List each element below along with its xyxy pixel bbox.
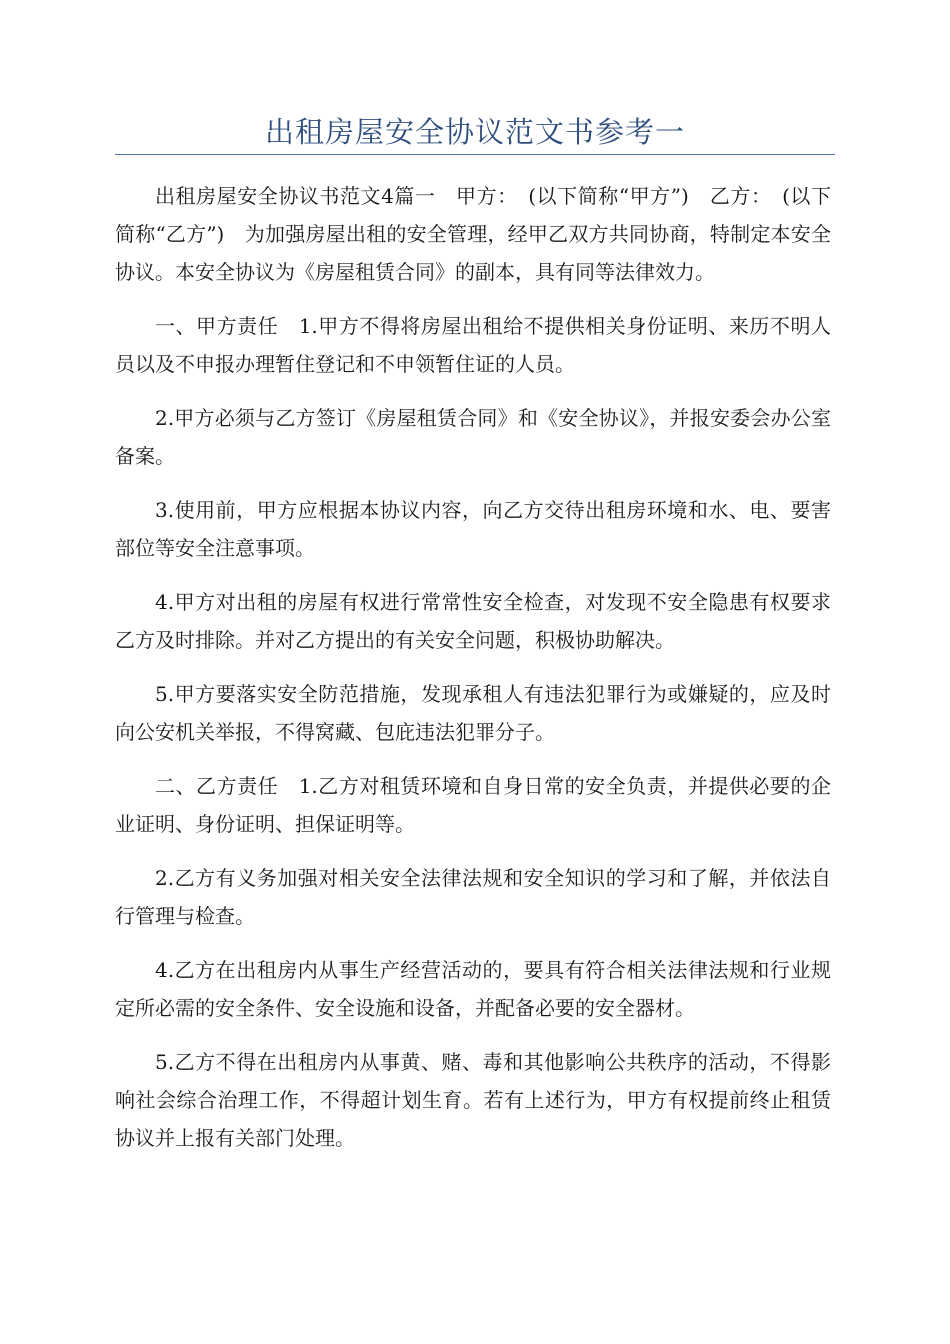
title-underline bbox=[115, 154, 835, 155]
paragraph-party-b-duty-5: 5.乙方不得在出租房内从事黄、赌、毒和其他影响公共秩序的活动，不得影响社会综合治理工作，不得超计划生育。若有上述行为，甲方有权提前终止租赁协议并上报有关部门处理。 bbox=[115, 1050, 831, 1150]
paragraph-intro: 出租房屋安全协议书范文4篇一 甲方： (以下简称“甲方”) 乙方： (以下简称“乙方”) 为加强房屋出租的安全管理，经甲乙双方共同协商，特制定本安全协议。本安全协议为《房屋租赁合同》的副本，具有同等法律效力。 bbox=[115, 184, 831, 284]
paragraph-party-a-duty-1: 一、甲方责任 1.甲方不得将房屋出租给不提供相关身份证明、来历不明人员以及不申报办理暂住登记和不申领暂住证的人员。 bbox=[115, 314, 831, 376]
paragraph-party-b-duty-2: 2.乙方有义务加强对相关安全法律法规和安全知识的学习和了解，并依法自行管理与检查。 bbox=[115, 866, 831, 928]
paragraph-party-a-duty-2: 2.甲方必须与乙方签订《房屋租赁合同》和《安全协议》，并报安委会办公室备案。 bbox=[115, 406, 831, 468]
paragraph-party-a-duty-4: 4.甲方对出租的房屋有权进行常常性安全检查，对发现不安全隐患有权要求乙方及时排除。并对乙方提出的有关安全问题，积极协助解决。 bbox=[115, 590, 831, 652]
paragraph-party-a-duty-5: 5.甲方要落实安全防范措施，发现承租人有违法犯罪行为或嫌疑的，应及时向公安机关举报，不得窝藏、包庇违法犯罪分子。 bbox=[115, 682, 831, 744]
document-title: 出租房屋安全协议范文书参考一 bbox=[264, 115, 685, 149]
document-body bbox=[115, 177, 831, 1173]
paragraph-party-b-duty-4: 4.乙方在出租房内从事生产经营活动的，要具有符合相关法律法规和行业规定所必需的安全条件、安全设施和设备，并配备必要的安全器材。 bbox=[115, 958, 831, 1020]
paragraph-party-b-duty-1: 二、乙方责任 1.乙方对租赁环境和自身日常的安全负责，并提供必要的企业证明、身份证明、担保证明等。 bbox=[115, 774, 831, 836]
paragraph-party-a-duty-3: 3.使用前，甲方应根据本协议内容，向乙方交待出租房环境和水、电、要害部位等安全注意事项。 bbox=[115, 498, 831, 560]
